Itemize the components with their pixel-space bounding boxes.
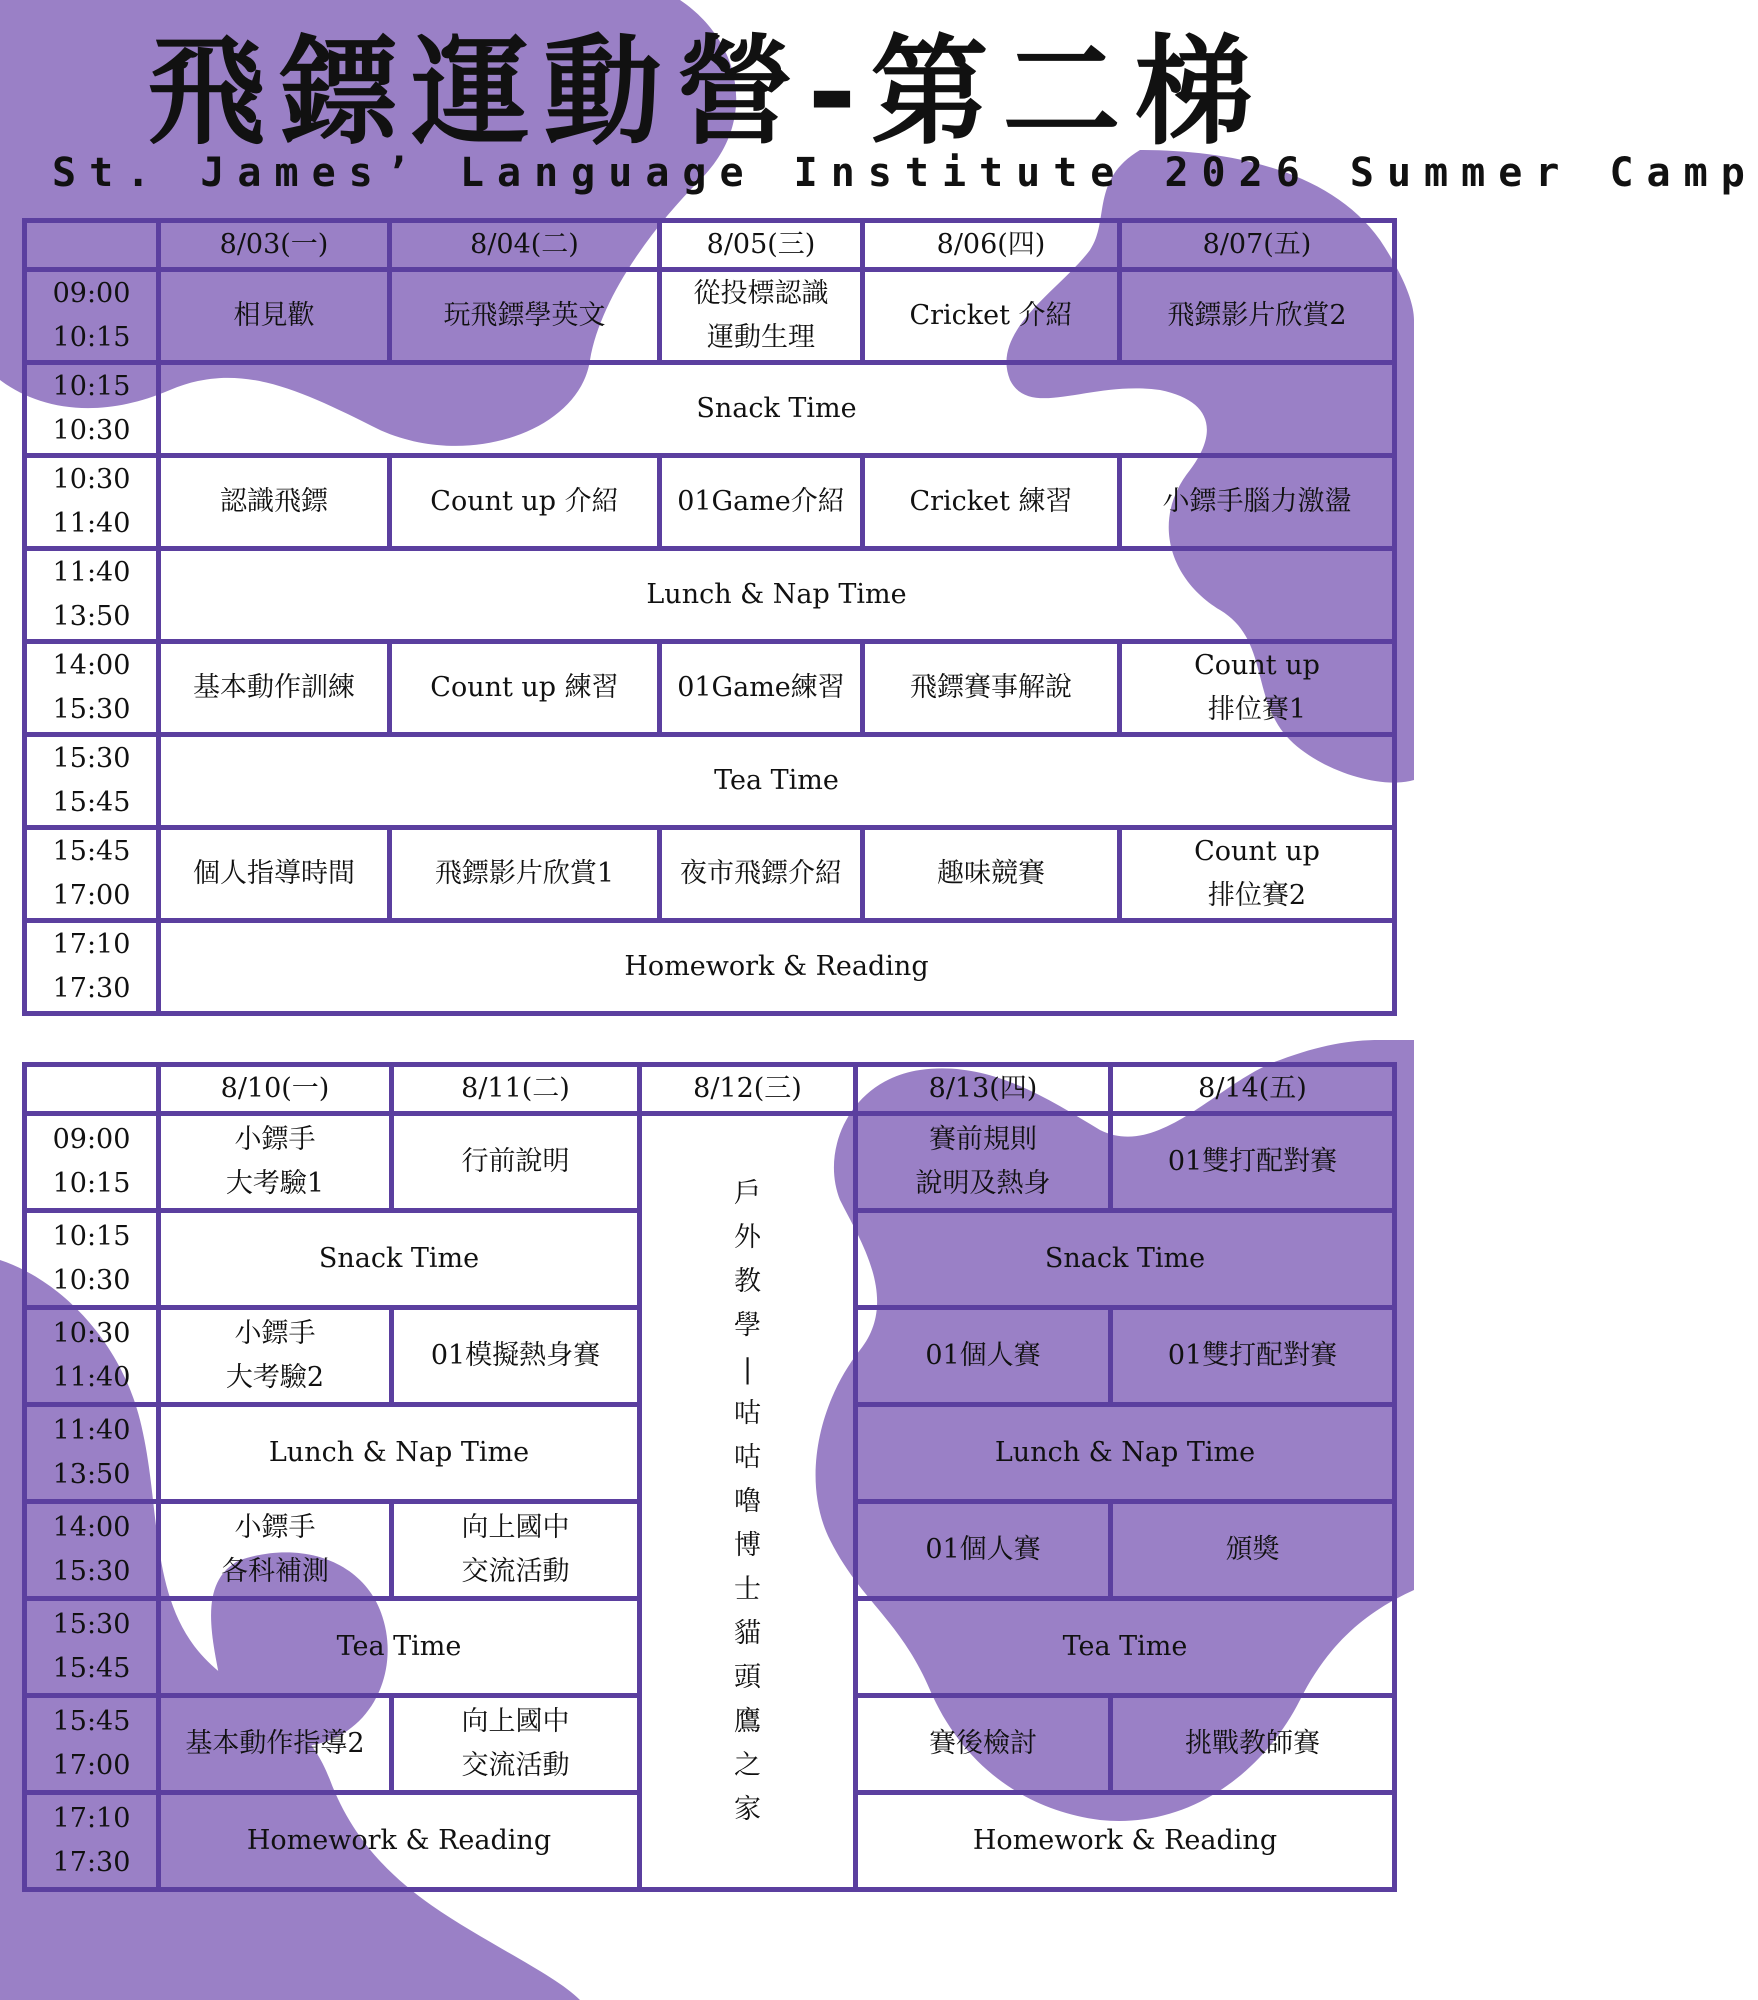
- time-slot: 10:15 10:30: [25, 1211, 159, 1308]
- activity-cell: Count up 介紹: [390, 456, 660, 549]
- time-slot: 17:10 17:30: [25, 1793, 159, 1890]
- day-header: 8/10(一): [159, 1065, 392, 1114]
- break-cell: Tea Time: [159, 735, 1395, 828]
- break-cell: Lunch & Nap Time: [159, 1405, 640, 1502]
- time-header-cell: [25, 221, 159, 270]
- activity-cell: 頒獎: [1111, 1502, 1395, 1599]
- day-header: 8/04(二): [390, 221, 660, 270]
- activity-cell: Cricket 介紹: [863, 270, 1120, 363]
- break-cell: Tea Time: [856, 1599, 1395, 1696]
- time-slot: 15:45 17:00: [25, 1696, 159, 1793]
- activity-cell: 飛鏢賽事解說: [863, 642, 1120, 735]
- schedule-row: [25, 549, 1395, 642]
- day-header: 8/07(五): [1120, 221, 1395, 270]
- time-slot: 09:00 10:15: [25, 1114, 159, 1211]
- activity-cell: 向上國中 交流活動: [392, 1696, 640, 1793]
- activity-cell: 01Game介紹: [660, 456, 863, 549]
- activity-cell: 從投標認識 運動生理: [660, 270, 863, 363]
- activity-cell: 向上國中 交流活動: [392, 1502, 640, 1599]
- time-slot: 15:45 17:00: [25, 828, 159, 921]
- activity-cell: 基本動作指導2: [159, 1696, 392, 1793]
- time-slot: 14:00 15:30: [25, 1502, 159, 1599]
- break-cell: Snack Time: [159, 363, 1395, 456]
- day-header-row: [25, 221, 1395, 270]
- activity-cell: Count up 練習: [390, 642, 660, 735]
- activity-cell: 飛鏢影片欣賞1: [390, 828, 660, 921]
- break-cell: Snack Time: [159, 1211, 640, 1308]
- activity-cell: 01雙打配對賽: [1111, 1114, 1395, 1211]
- time-slot: 14:00 15:30: [25, 642, 159, 735]
- time-slot: 11:40 13:50: [25, 549, 159, 642]
- schedule-row: [25, 828, 1395, 921]
- day-header: 8/14(五): [1111, 1065, 1395, 1114]
- schedule-row: [25, 270, 1395, 363]
- break-cell: Homework & Reading: [856, 1793, 1395, 1890]
- time-slot: 10:30 11:40: [25, 1308, 159, 1405]
- day-header: 8/11(二): [392, 1065, 640, 1114]
- activity-cell: 01個人賽: [856, 1502, 1111, 1599]
- break-cell: Homework & Reading: [159, 921, 1395, 1014]
- activity-cell: 01模擬熱身賽: [392, 1308, 640, 1405]
- time-slot: 10:30 11:40: [25, 456, 159, 549]
- time-slot: 15:30 15:45: [25, 1599, 159, 1696]
- activity-cell: 基本動作訓練: [159, 642, 390, 735]
- outdoor-trip-cell: 戶 外 教 學 | 咕 咕 嚕 博 士 貓 頭 鷹 之 家: [640, 1114, 856, 1890]
- time-slot: 17:10 17:30: [25, 921, 159, 1014]
- time-header-cell: [25, 1065, 159, 1114]
- activity-cell: 行前說明: [392, 1114, 640, 1211]
- day-header-row: [25, 1065, 1395, 1114]
- schedule-row: [25, 642, 1395, 735]
- day-header: 8/13(四): [856, 1065, 1111, 1114]
- activity-cell: 小鏢手 各科補測: [159, 1502, 392, 1599]
- break-cell: Lunch & Nap Time: [856, 1405, 1395, 1502]
- page-title: 飛鏢運動營-第二梯: [147, 23, 1267, 161]
- day-header: 8/06(四): [863, 221, 1120, 270]
- schedule-row: [25, 363, 1395, 456]
- activity-cell: 飛鏢影片欣賞2: [1120, 270, 1395, 363]
- activity-cell: 01Game練習: [660, 642, 863, 735]
- activity-cell: 認識飛鏢: [159, 456, 390, 549]
- time-slot: 11:40 13:50: [25, 1405, 159, 1502]
- activity-cell: 小鏢手 大考驗1: [159, 1114, 392, 1211]
- activity-cell: 趣味競賽: [863, 828, 1120, 921]
- schedule-row: [25, 456, 1395, 549]
- activity-cell: Count up 排位賽1: [1120, 642, 1395, 735]
- activity-cell: 賽後檢討: [856, 1696, 1111, 1793]
- time-slot: 09:00 10:15: [25, 270, 159, 363]
- day-header: 8/05(三): [660, 221, 863, 270]
- page-subtitle: St. James’ Language Institute 2026 Summer Camp: [52, 150, 1758, 196]
- activity-cell: 小鏢手腦力激盪: [1120, 456, 1395, 549]
- time-slot: 10:15 10:30: [25, 363, 159, 456]
- activity-cell: 01個人賽: [856, 1308, 1111, 1405]
- activity-cell: 賽前規則 說明及熱身: [856, 1114, 1111, 1211]
- schedule-row: [25, 735, 1395, 828]
- break-cell: Snack Time: [856, 1211, 1395, 1308]
- activity-cell: 挑戰教師賽: [1111, 1696, 1395, 1793]
- break-cell: Tea Time: [159, 1599, 640, 1696]
- week1-schedule-table: [22, 218, 1397, 1016]
- activity-cell: Count up 排位賽2: [1120, 828, 1395, 921]
- schedule-row: [25, 921, 1395, 1014]
- schedule-row: [25, 1114, 1395, 1211]
- day-header: 8/03(一): [159, 221, 390, 270]
- week2-schedule-table: [22, 1062, 1397, 1892]
- time-slot: 15:30 15:45: [25, 735, 159, 828]
- activity-cell: 01雙打配對賽: [1111, 1308, 1395, 1405]
- activity-cell: 玩飛鏢學英文: [390, 270, 660, 363]
- break-cell: Lunch & Nap Time: [159, 549, 1395, 642]
- activity-cell: Cricket 練習: [863, 456, 1120, 549]
- activity-cell: 個人指導時間: [159, 828, 390, 921]
- day-header: 8/12(三): [640, 1065, 856, 1114]
- activity-cell: 小鏢手 大考驗2: [159, 1308, 392, 1405]
- activity-cell: 夜市飛鏢介紹: [660, 828, 863, 921]
- activity-cell: 相見歡: [159, 270, 390, 363]
- break-cell: Homework & Reading: [159, 1793, 640, 1890]
